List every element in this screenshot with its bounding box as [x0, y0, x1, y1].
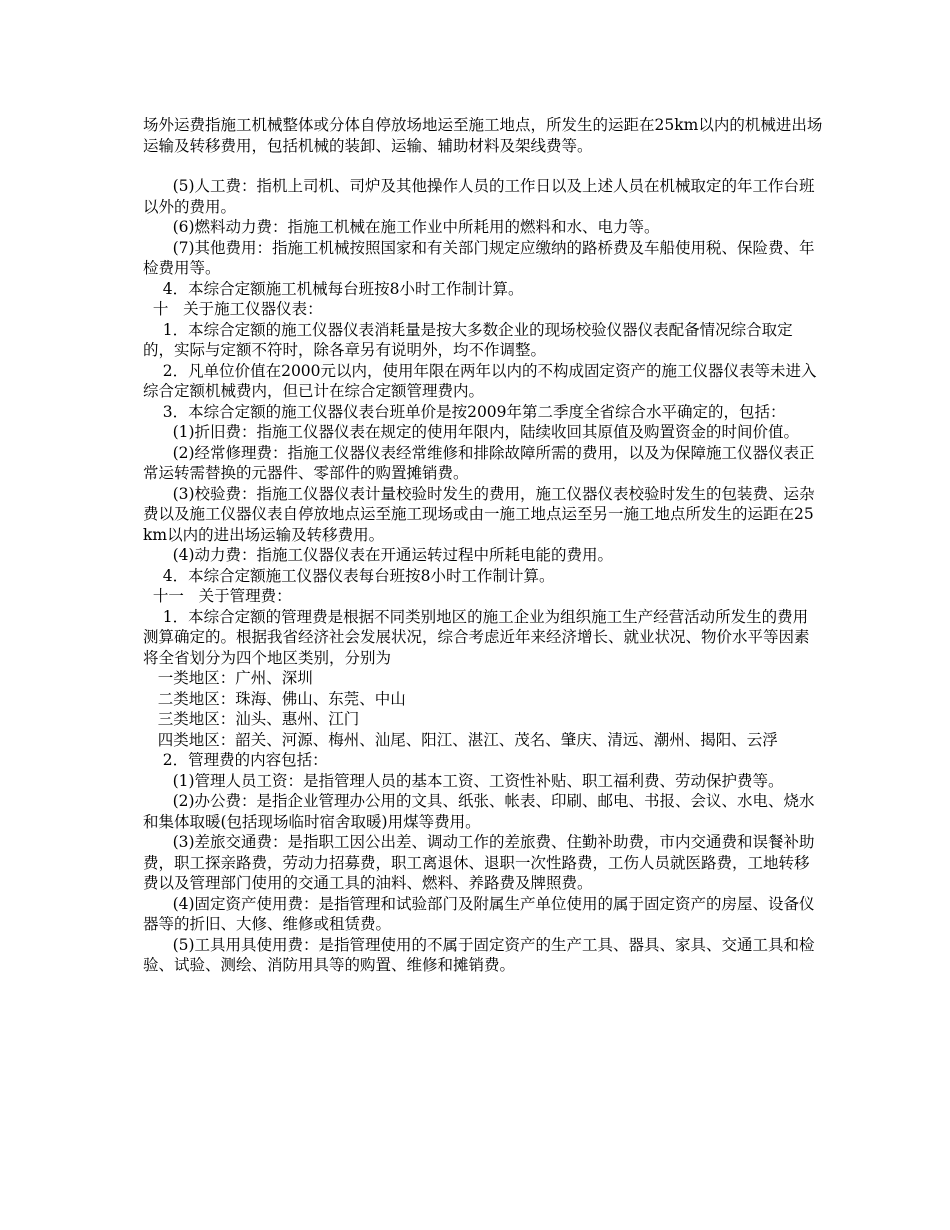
section-heading: 十一 关于管理费： [143, 587, 292, 605]
paragraph: (7)其他费用：指施工机械按照国家和有关部门规定应缴纳的路桥费及车船使用税、保险费、年检费用等。 [143, 238, 815, 277]
section-heading: 十 关于施工仪器仪表： [143, 300, 323, 318]
region-list-item: 二类地区：珠海、佛山、东莞、中山 [143, 689, 406, 708]
region-list-item: 一类地区：广州、深圳 [143, 669, 313, 687]
paragraph: (5)工具用具使用费：是指管理使用的不属于固定资产的生产工具、器具、家具、交通工具和检验、试验、测绘、消防用具等的购置、维修和摊销费。 [143, 935, 815, 974]
paragraph: 4．本综合定额施工仪器仪表每台班按8小时工作制计算。 [143, 566, 555, 585]
paragraph: (3)校验费：指施工仪器仪表计量校验时发生的费用，施工仪器仪表校验时发生的包装费、运杂费以及施工仪器仪表自停放地点运至施工现场或由一施工地点运至另一施工地点所发生的运距在25km以内的进出场运输及转移费用。 [143, 484, 815, 544]
paragraph: 场外运费指施工机械整体或分体自停放场地运至施工地点，所发生的运距在25km以内的机械进出场运输及转移费用，包括机械的装卸、运输、辅助材料及架线费等。 [143, 116, 823, 155]
paragraph: (3)差旅交通费：是指职工因公出差、调动工作的差旅费、住勤补助费，市内交通费和误餐补助费，职工探亲路费，劳动力招募费，职工离退休、退职一次性路费，工伤人员就医路费，工地转移费以及管理部门使用的交通工具的油料、燃料、养路费及牌照费。 [143, 833, 815, 892]
paragraph: 3．本综合定额的施工仪器仪表台班单价是按2009年第二季度全省综合水平确定的，包括： [143, 402, 786, 421]
paragraph: (4)动力费：指施工仪器仪表在开通运转过程中所耗电能的费用。 [143, 546, 614, 564]
region-list-item: 三类地区：汕头、惠州、江门 [143, 710, 360, 728]
paragraph: 2．管理费的内容包括： [143, 751, 328, 769]
paragraph: 2．凡单位价值在2000元以内，使用年限在两年以内的不构成固定资产的施工仪器仪表等未进入综合定额机械费内，但已计在综合定额管理费内。 [143, 361, 817, 400]
region-list-item: 四类地区：韶关、河源、梅州、汕尾、阳江、湛江、茂名、肇庆、清远、潮州、揭阳、云浮 [143, 730, 778, 749]
paragraph: (6)燃料动力费：指施工机械在施工作业中所耗用的燃料和水、电力等。 [143, 218, 660, 236]
paragraph: (1)折旧费：指施工仪器仪表在规定的使用年限内，陆续收回其原值及购置资金的时间价值。 [143, 423, 800, 441]
document-body [143, 115, 823, 976]
paragraph: (2)经常修理费：指施工仪器仪表经常维修和排除故障所需的费用，以及为保障施工仪器仪表正常运转需替换的元器件、零部件的购置摊销费。 [143, 443, 815, 482]
paragraph: (2)办公费：是指企业管理办公用的文具、纸张、帐表、印刷、邮电、书报、会议、水电、烧水和集体取暖(包括现场临时宿舍取暖)用煤等费用。 [143, 792, 815, 831]
paragraph: (1)管理人员工资：是指管理人员的基本工资、工资性补贴、职工福利费、劳动保护费等。 [143, 771, 784, 790]
paragraph: 4．本综合定额施工机械每台班按8小时工作制计算。 [143, 279, 524, 298]
paragraph: (4)固定资产使用费：是指管理和试验部门及附属生产单位使用的属于固定资产的房屋、设备仪器等的折旧、大修、维修或租赁费。 [143, 894, 815, 933]
paragraph: 1．本综合定额的施工仪器仪表消耗量是按大多数企业的现场校验仪器仪表配备情况综合取定的，实际与定额不符时，除各章另有说明外，均不作调整。 [143, 320, 793, 359]
paragraph: 1．本综合定额的管理费是根据不同类别地区的施工企业为组织施工生产经营活动所发生的费用测算确定的。根据我省经济社会发展状况，综合考虑近年来经济增长、就业状况、物价水平等因素将全省划分为四个地区类别，分别为 [143, 607, 810, 667]
paragraph: (5)人工费：指机上司机、司炉及其他操作人员的工作日以及上述人员在机械取定的年工作台班以外的费用。 [143, 177, 815, 216]
paragraph-spacer [143, 156, 823, 176]
